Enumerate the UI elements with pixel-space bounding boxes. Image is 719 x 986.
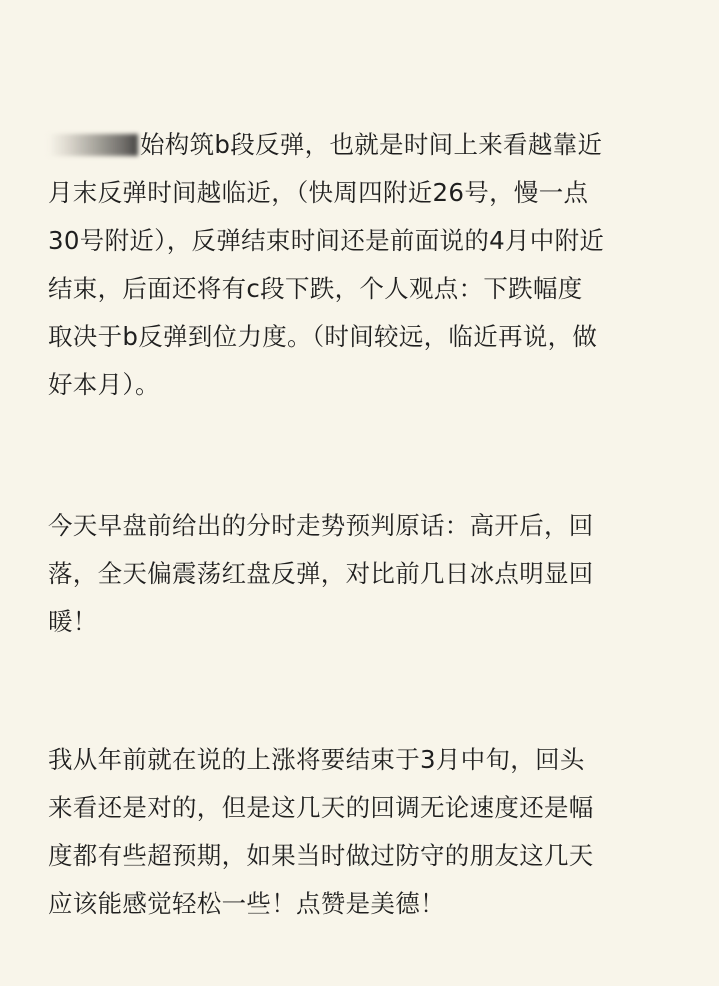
paragraph-1 [48, 121, 685, 409]
paragraph-2 [48, 502, 685, 646]
paragraph-line: 今天早盘前给出的分时走势预判原话：高开后，回 [48, 511, 594, 540]
blurred-redaction [48, 134, 138, 156]
paragraph-line: 应该能感觉轻松一些！点赞是美德！ [48, 889, 445, 918]
paragraph-line: 好本月）。 [48, 370, 160, 399]
paragraph-line: 来看还是对的，但是这几天的回调无论速度还是幅 [48, 793, 594, 822]
paragraph-line: 30号附近），反弹结束时间还是前面说的4月中附近 [48, 226, 605, 255]
paragraph-line: 暖！ [48, 607, 98, 636]
paragraph-line: 取决于b反弹到位力度。（时间较远，临近再说，做 [48, 322, 598, 351]
paragraph-line [48, 121, 685, 169]
paragraph-text: 始构筑b段反弹，也就是时间上来看越靠近 [140, 130, 603, 159]
paragraph-line: 落，全天偏震荡红盘反弹，对比前几日冰点明显回 [48, 559, 594, 588]
paragraph-line: 结束，后面还将有c段下跌，个人观点：下跌幅度 [48, 274, 583, 303]
paragraph-line: 我从年前就在说的上涨将要结束于3月中旬，回头 [48, 745, 585, 774]
paragraph-line: 月末反弹时间越临近，（快周四附近26号，慢一点 [48, 178, 589, 207]
paragraph-3 [48, 736, 685, 928]
paragraph-line: 度都有些超预期，如果当时做过防守的朋友这几天 [48, 841, 594, 870]
